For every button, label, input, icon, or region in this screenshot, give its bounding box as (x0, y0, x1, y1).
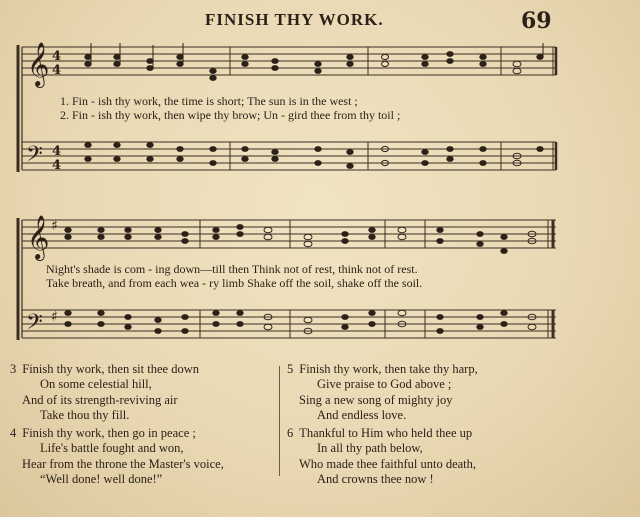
verse-line: Life's battle fought and won, (40, 441, 184, 456)
bass-clef-icon: 𝄢 (26, 310, 43, 340)
verse-line: On some celestial hill, (40, 377, 152, 392)
verse-3 (10, 362, 280, 423)
bass-clef-icon: 𝄢 (26, 142, 43, 172)
svg-text:4: 4 (52, 144, 62, 159)
verse-line: And of its strength-reviving air (22, 392, 178, 407)
hymn-title: FINISH THY WORK. (205, 10, 384, 29)
svg-text:♯: ♯ (51, 309, 58, 325)
system1-lyric-line-2: 2. Fin - ish thy work, then wipe thy brow; Un - gird thee from thy toil ; (60, 108, 401, 122)
verse-line: Who made thee faithful unto death, (299, 456, 477, 471)
verse-line: In all thy path below, (317, 441, 423, 456)
verse-line: And crowns thee now ! (317, 472, 434, 487)
system2-lyric-line-1: Night's shade is com - ing down—till then Think not of rest, think not of rest. (46, 262, 418, 276)
system2-bass-notes (65, 310, 536, 334)
verse-line: Sing a new song of mighty joy (299, 392, 453, 407)
system1-bass-notes (85, 143, 543, 169)
verse-line: Thankful to Him who held thee up (299, 426, 473, 441)
verse-number: 5 (287, 362, 294, 376)
verse-5 (287, 362, 557, 423)
verses-left-column (10, 362, 280, 487)
additional-verses (0, 362, 640, 512)
verse-number: 6 (287, 426, 294, 441)
verse-line: Finish thy work, then take thy harp, (299, 362, 478, 376)
verse-line: Finish thy work, then go in peace ; (22, 426, 196, 441)
verse-number: 4 (10, 426, 17, 441)
svg-text:4: 4 (52, 63, 62, 78)
system1-lyric-line-1: 1. Fin - ish thy work, the time is short; The sun is in the west ; (60, 94, 358, 108)
verse-number: 3 (10, 362, 17, 376)
page-number: 69 (521, 8, 552, 34)
system1-bass-staff (22, 142, 556, 170)
verse-6 (287, 426, 557, 487)
verse-line: Give praise to God above ; (317, 377, 452, 392)
system2-treble-staff (22, 220, 556, 248)
svg-text:4: 4 (52, 158, 62, 173)
svg-text:4: 4 (52, 49, 62, 64)
system1-treble-staff (22, 47, 556, 75)
system2-treble-notes (65, 225, 536, 254)
system2-lyric-line-2: Take breath, and from each wea - ry limb Shake off the soil, shake off the soil. (46, 276, 423, 290)
verses-right-column (287, 362, 557, 487)
verse-line: Take thou thy fill. (40, 407, 130, 422)
svg-text:♯: ♯ (51, 218, 58, 234)
verse-4 (10, 426, 280, 487)
verse-line: Finish thy work, then sit thee down (22, 362, 199, 376)
treble-clef-icon: 𝄞 (27, 215, 50, 259)
verse-line: And endless love. (317, 407, 407, 422)
verse-line: “Well done! well done!” (40, 472, 163, 487)
treble-clef-icon: 𝄞 (27, 42, 50, 86)
verse-line: Hear from the throne the Master's voice, (22, 456, 224, 471)
